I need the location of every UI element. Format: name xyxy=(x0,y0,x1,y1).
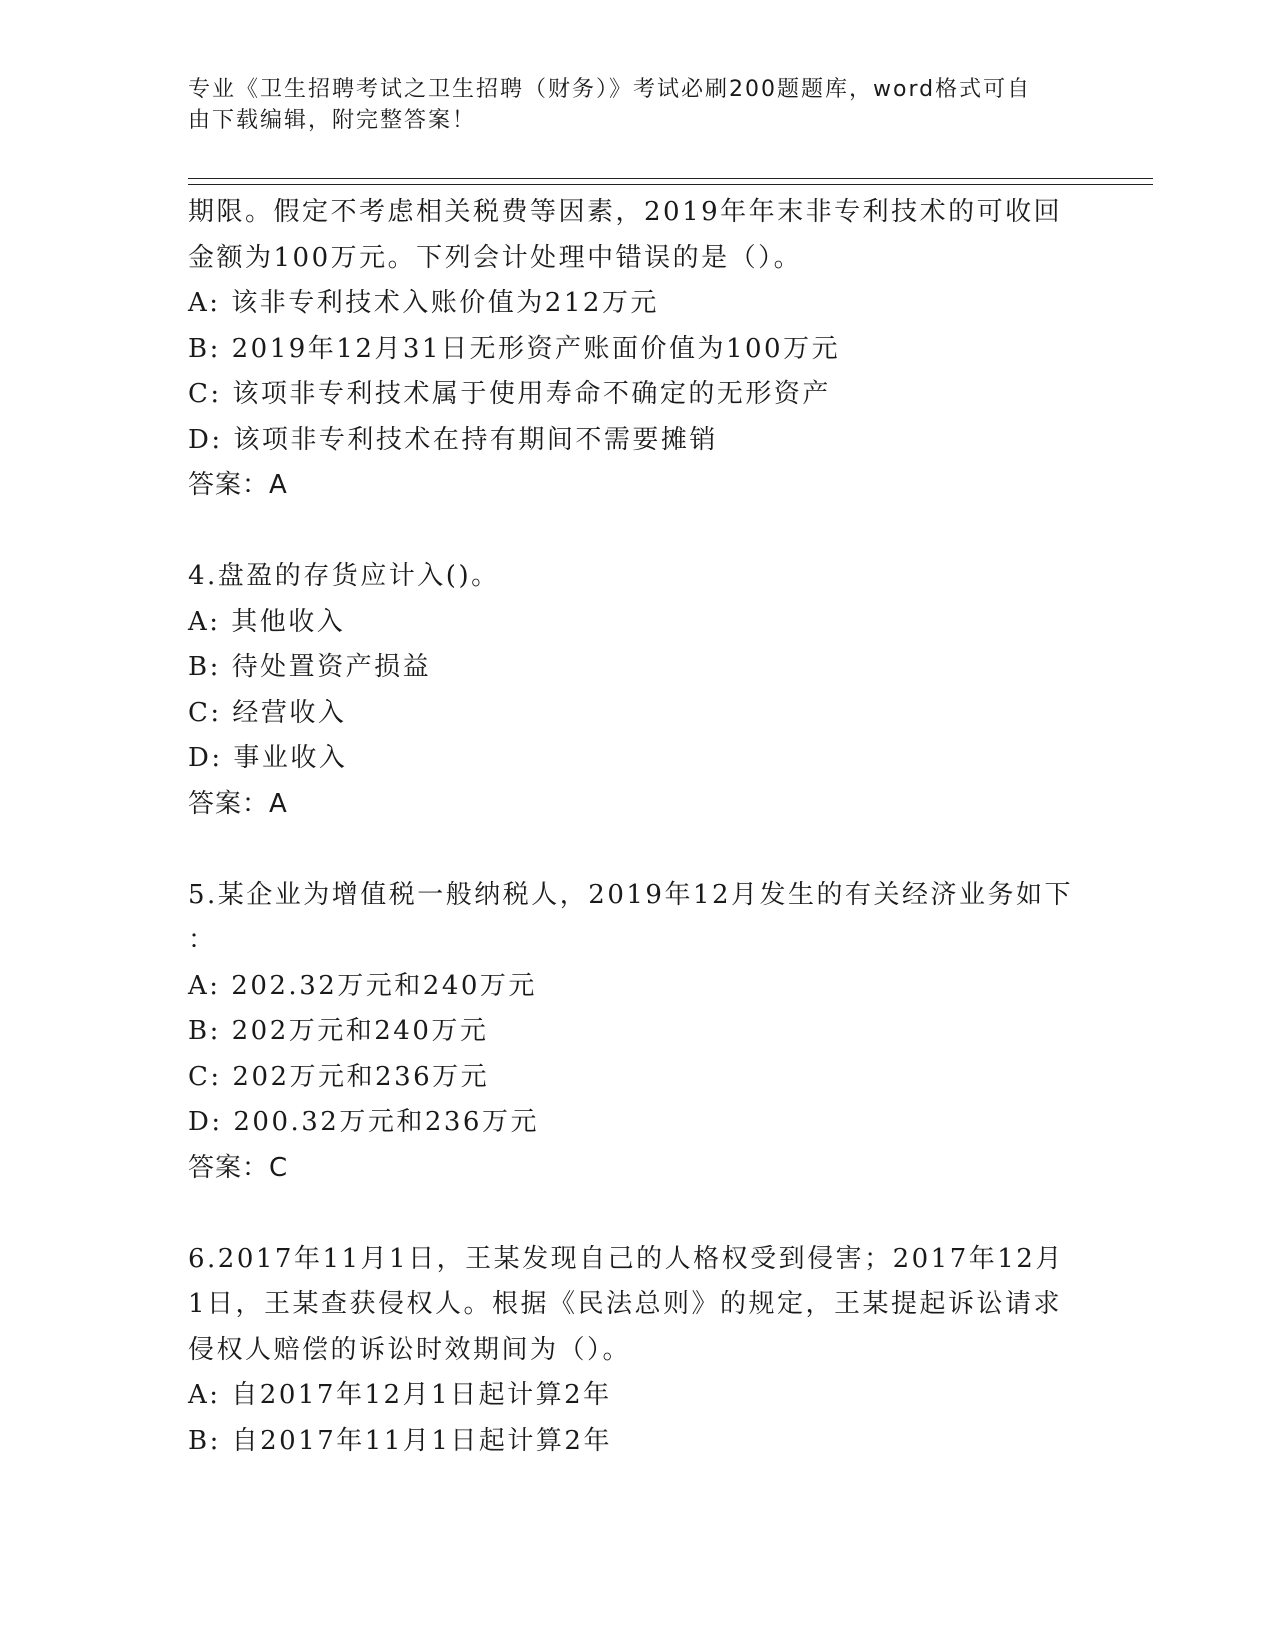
option-b: B: 自2017年11月1日起计算2年 xyxy=(188,1425,612,1456)
question-stem-line: 侵权人赔偿的诉讼时效期间为（）。 xyxy=(188,1334,632,1365)
question-stem-line: 6.2017年11月1日，王某发现自己的人格权受到侵害；2017年12月 xyxy=(188,1243,1064,1274)
option-c: C: 202万元和236万元 xyxy=(188,1061,490,1092)
question-4 xyxy=(188,554,1088,827)
question-stem-line: 1日，王某查获侵权人。根据《民法总则》的规定，王某提起诉讼请求 xyxy=(188,1289,1063,1319)
document-body xyxy=(188,190,1088,1464)
header-line-2: 由下载编辑，附完整答案！ xyxy=(188,108,477,133)
question-5 xyxy=(188,873,1088,1192)
spacer xyxy=(188,1191,1088,1237)
answer: 答案：C xyxy=(188,1152,289,1183)
option-b: B: 202万元和240万元 xyxy=(188,1016,489,1046)
spacer xyxy=(188,509,1088,555)
header-divider-bottom xyxy=(188,184,1153,185)
question-6 xyxy=(188,1237,1088,1465)
header-divider-top xyxy=(188,178,1153,179)
question-stem-line: ： xyxy=(188,925,217,955)
option-b: B: 2019年12月31日无形资产账面价值为100万元 xyxy=(188,333,841,364)
answer: 答案：A xyxy=(188,788,288,819)
question-3 xyxy=(188,190,1088,509)
option-a: A: 202.32万元和240万元 xyxy=(188,970,537,1001)
document-header xyxy=(188,74,1068,136)
option-b: B: 待处置资产损益 xyxy=(188,652,432,682)
option-a: A: 其他收入 xyxy=(188,606,346,637)
spacer xyxy=(188,827,1088,873)
option-d: D: 事业收入 xyxy=(188,743,348,773)
header-line-1: 专业《卫生招聘考试之卫生招聘（财务）》考试必刷200题题库，word格式可自 xyxy=(188,77,1032,102)
question-stem-line: 期限。假定不考虑相关税费等因素，2019年年末非专利技术的可收回 xyxy=(188,197,1063,227)
question-stem-line: 4.盘盈的存货应计入()。 xyxy=(188,561,500,591)
answer: 答案：A xyxy=(188,470,288,500)
option-c: C: 经营收入 xyxy=(188,697,347,728)
option-a: A: 自2017年12月1日起计算2年 xyxy=(188,1380,612,1410)
option-d: D: 200.32万元和236万元 xyxy=(188,1107,539,1137)
option-c: C: 该项非专利技术属于使用寿命不确定的无形资产 xyxy=(188,379,831,409)
option-a: A: 该非专利技术入账价值为212万元 xyxy=(188,288,659,318)
option-d: D: 该项非专利技术在持有期间不需要摊销 xyxy=(188,424,718,455)
question-stem-line: 5.某企业为增值税一般纳税人，2019年12月发生的有关经济业务如下 xyxy=(188,879,1074,910)
question-stem-line: 金额为100万元。下列会计处理中错误的是（）。 xyxy=(188,242,803,273)
